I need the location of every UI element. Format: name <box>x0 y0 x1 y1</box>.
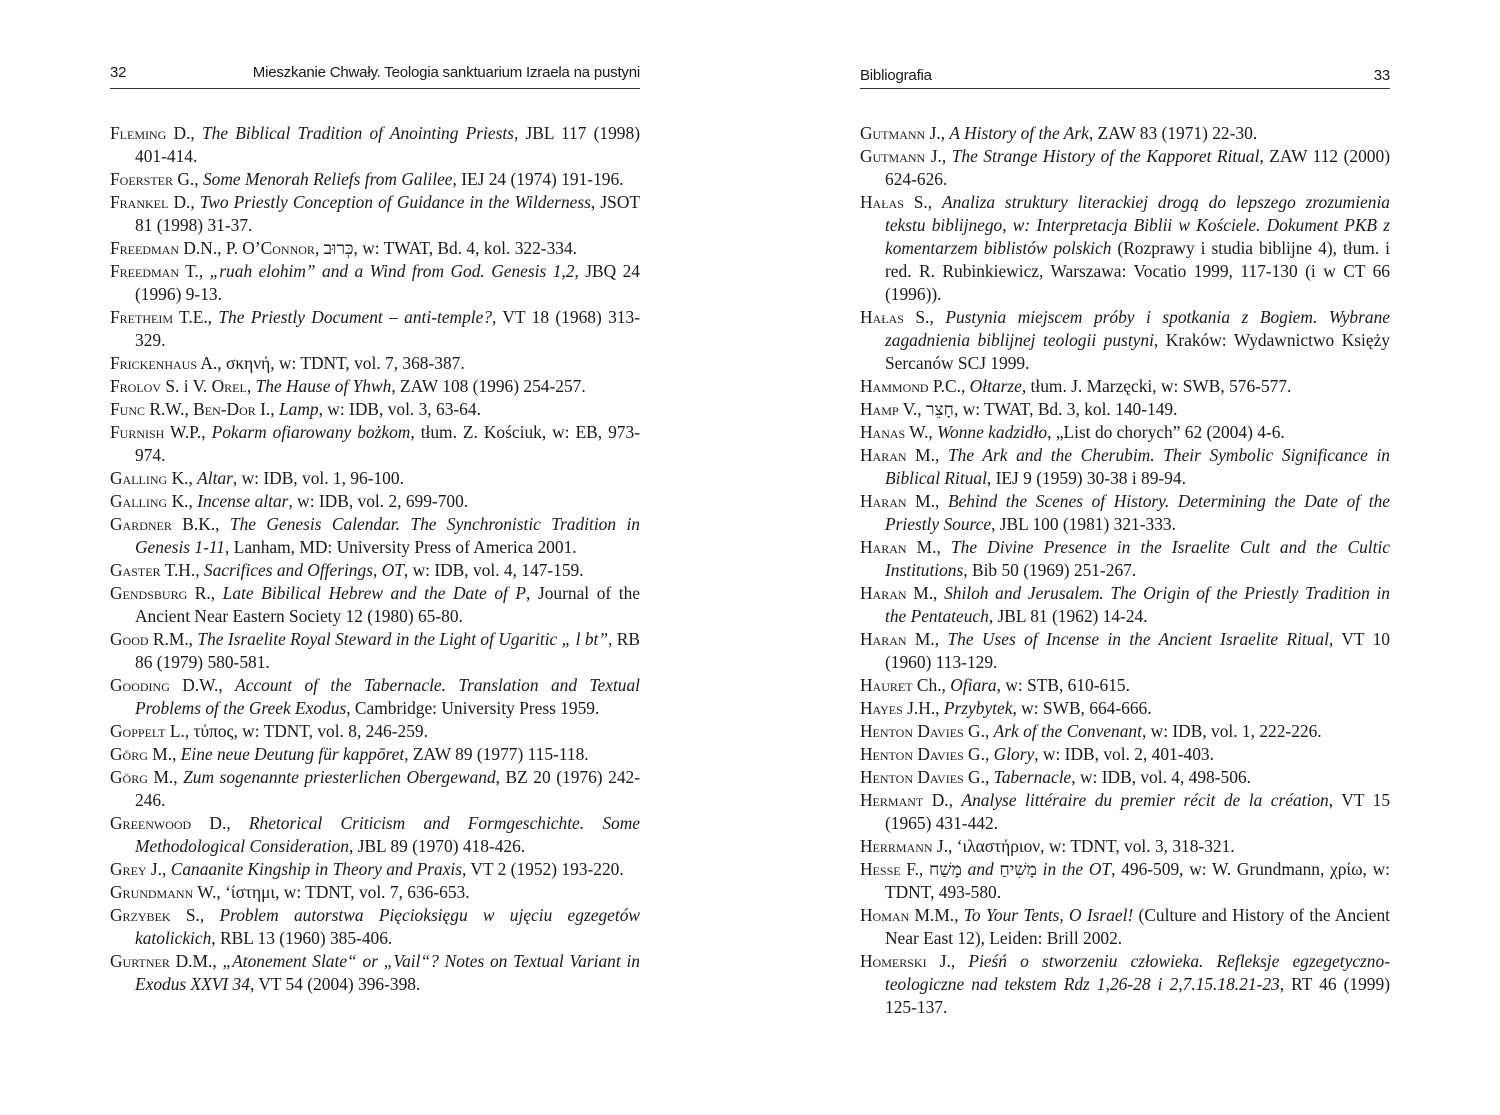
bibliography-entry <box>110 766 640 812</box>
entry-publication: , w: IDB, vol. 4, 498-506. <box>1071 767 1251 787</box>
entry-initials: M., <box>906 537 951 557</box>
left-page-header <box>110 62 640 89</box>
entry-publication: τύπος, w: TDNT, vol. 8, 246-259. <box>193 721 428 741</box>
entry-author: Henton Davies <box>860 721 964 741</box>
entry-initials: D., <box>166 123 202 143</box>
entry-hebrew-term: מָשִׁיחַ <box>999 859 1037 879</box>
entry-title: Glory <box>993 744 1035 764</box>
entry-initials: J.H., <box>902 698 944 718</box>
entry-author: Haran <box>860 537 907 557</box>
entry-author: Henton Davies <box>860 767 964 787</box>
entry-title: Incense altar <box>197 491 289 511</box>
entry-author: Hermant <box>860 790 924 810</box>
entry-author: Gendsburg <box>110 583 188 603</box>
entry-initials: J., <box>146 859 171 879</box>
entry-publication: , JSOT 81 (1998) 31-37. <box>135 192 640 235</box>
entry-author: Henton Davies <box>860 744 964 764</box>
entry-title: Account of the Tabernacle. Translation and Textual Problems of the Greek Exodus <box>135 675 640 718</box>
entry-title: The Divine Presence in the Israelite Cult and the Cultic Institutions <box>885 537 1390 580</box>
entry-title: Sacrifices and Offerings, OT <box>203 560 404 580</box>
entry-initials: S., <box>170 905 220 925</box>
entry-publication: , JBL 100 (1981) 321-333. <box>991 514 1176 534</box>
entry-publication: , VT 10 (1960) 113-129. <box>885 629 1390 672</box>
entry-initials: W.P., <box>164 422 212 442</box>
entry-initials: M.M., <box>909 905 964 925</box>
bibliography-list-left <box>110 122 640 996</box>
bibliography-entry <box>110 559 640 582</box>
bibliography-entry <box>860 950 1390 1019</box>
entry-publication: , Lanham, MD: University Press of America 2001. <box>225 537 577 557</box>
entry-initials: M., <box>906 629 948 649</box>
entry-publication: , Kraków: Wydawnictwo Księży Sercanów SCJ 1999. <box>885 330 1391 373</box>
entry-title: The Genesis Calendar. The Synchronistic Tradition in Genesis 1-11 <box>135 514 640 557</box>
entry-initials: J., <box>925 123 950 143</box>
entry-author: Connor <box>260 238 315 258</box>
entry-publication: , JBL 117 (1998) 401-414. <box>135 123 640 166</box>
entry-title: The Ark and the Cherubim. Their Symbolic Significance in Biblical Ritual <box>885 445 1390 488</box>
entry-author: Herrmann <box>860 836 933 856</box>
bibliography-entry <box>110 720 640 743</box>
entry-title: The Strange History of the Kapporet Ritual <box>951 146 1260 166</box>
entry-author: Hayes <box>860 698 903 718</box>
entry-initials: L., <box>165 721 194 741</box>
entry-author: Görg <box>110 744 148 764</box>
bibliography-entry <box>110 674 640 720</box>
entry-initials: R.M., <box>148 629 198 649</box>
entry-author: Freedman <box>110 238 180 258</box>
entry-title: in the OT <box>1036 859 1112 879</box>
entry-publication: , w: IDB, vol. 2, 401-403. <box>1034 744 1214 764</box>
entry-author: Fretheim <box>110 307 173 327</box>
entry-hebrew-term: כְּרוּב <box>323 238 354 258</box>
entry-publication: , w: IDB, vol. 2, 699-700. <box>288 491 469 511</box>
entry-title: The Biblical Tradition of Anointing Priests <box>201 123 514 143</box>
entry-title: Some Menorah Reliefs from Galilee <box>202 169 453 189</box>
bibliography-entry <box>110 904 640 950</box>
entry-author: Furnish <box>110 422 165 442</box>
entry-initials: J., <box>925 146 952 166</box>
entry-initials: T.E., <box>173 307 219 327</box>
bibliography-entry <box>860 536 1390 582</box>
entry-author: Hałas <box>860 307 904 327</box>
bibliography-entry <box>110 122 640 168</box>
bibliography-entry <box>860 720 1390 743</box>
entry-initials: D.W., <box>169 675 236 695</box>
entry-initials: M., <box>147 744 181 764</box>
entry-title: Tabernacle <box>993 767 1072 787</box>
entry-author: Gaster <box>110 560 161 580</box>
entry-author: Hanas <box>860 422 906 442</box>
entry-author: Haran <box>860 583 907 603</box>
bibliography-entry <box>110 260 640 306</box>
entry-hebrew-term: חָצֵר <box>925 399 954 419</box>
bibliography-entry <box>860 743 1390 766</box>
entry-title: A History of the Ark <box>949 123 1089 143</box>
entry-author: Frolov <box>110 376 162 396</box>
entry-initials: J., <box>932 836 957 856</box>
entry-title: „Atonement Slate“ or „Vail“? Notes on Textual Variant in Exodus XXVI 34 <box>135 951 640 994</box>
entry-publication: , RBL 13 (1960) 385-406. <box>211 928 393 948</box>
entry-title: To Your Tents, O Israel! <box>963 905 1134 925</box>
bibliography-entry <box>860 789 1390 835</box>
entry-publication: , JBL 81 (1962) 14-24. <box>988 606 1148 626</box>
entry-author: Grzybek <box>110 905 171 925</box>
entry-author: Good <box>110 629 149 649</box>
entry-initials: G., <box>963 744 994 764</box>
entry-initials: P.C., <box>928 376 970 396</box>
entry-publication: ‘ίστημι, w: TDNT, vol. 7, 636-653. <box>225 882 470 902</box>
entry-publication: , JBQ 24 (1996) 9-13. <box>135 261 640 304</box>
entry-author: Hammond <box>860 376 929 396</box>
bibliography-entry <box>860 628 1390 674</box>
bibliography-entry <box>110 306 640 352</box>
entry-publication: , VT 2 (1952) 193-220. <box>462 859 624 879</box>
entry-title: Behind the Scenes of History. Determining the Date of the Priestly Source <box>885 491 1391 534</box>
entry-title: Wonne kadzidło <box>937 422 1048 442</box>
entry-publication: , Journal of the Ancient Near Eastern Society 12 (1980) 65-80. <box>135 583 640 626</box>
running-title: Mieszkanie Chwały. Teologia sanktuarium Izraela na pustyni <box>252 64 640 81</box>
bibliography-entry <box>110 628 640 674</box>
entry-title: Shiloh and Jerusalem. The Origin of the Priestly Tradition in the Pentateuch <box>885 583 1391 626</box>
bibliography-entry <box>860 398 1390 421</box>
entry-title: Canaanite Kingship in Theory and Praxis <box>170 859 463 879</box>
entry-publication: , IEJ 24 (1974) 191-196. <box>452 169 624 189</box>
bibliography-entry <box>860 674 1390 697</box>
entry-publication: , JBL 89 (1970) 418-426. <box>349 836 526 856</box>
entry-initials: R., <box>187 583 223 603</box>
entry-publication: , w: IDB, vol. 3, 63-64. <box>318 399 481 419</box>
entry-author: Hauret <box>860 675 913 695</box>
bibliography-entry <box>110 352 640 375</box>
bibliography-entry <box>860 145 1390 191</box>
entry-initials: J., <box>926 951 969 971</box>
entry-author: Görg <box>110 767 148 787</box>
entry-title: Late Bibilical Hebrew and the Date of P <box>222 583 527 603</box>
entry-title: Ofiara <box>950 675 997 695</box>
bibliography-entry <box>110 513 640 559</box>
entry-publication: , VT 54 (2004) 396-398. <box>249 974 421 994</box>
entry-publication: (Culture and History of the Ancient Near East 12), Leiden: Brill 2002. <box>885 905 1390 948</box>
entry-title: Pieśń o stworzeniu człowieka. Refleksje egzegetyczno-teologiczne nad tekstem Rdz 1,26-28 i 2,7.15.18.21-23 <box>885 951 1390 994</box>
entry-title: Przybytek <box>943 698 1013 718</box>
entry-initials: K., <box>167 491 198 511</box>
entry-publication: , w: IDB, vol. 1, 96-100. <box>232 468 404 488</box>
entry-author: Freedman <box>110 261 180 281</box>
entry-author: Grundmann <box>110 882 194 902</box>
entry-initials: V., <box>898 399 926 419</box>
bibliography-entry <box>860 375 1390 398</box>
bibliography-list-right <box>860 122 1390 1019</box>
entry-author: Gutmann <box>860 146 926 166</box>
entry-author: Haran <box>860 629 907 649</box>
entry-title: Lamp <box>278 399 319 419</box>
entry-author: Homan <box>860 905 910 925</box>
entry-initials: S., <box>903 307 946 327</box>
entry-title: and <box>961 859 1000 879</box>
entry-title: Analiza struktury literackiej drogą do lepszego zrozumienia tekstu biblijnego, w: Interpretacja Biblii w Kościele. Dokument PKB z komentarzem biblistów polskich <box>885 192 1390 258</box>
left-page <box>110 0 640 1115</box>
entry-publication: , Bib 50 (1969) 251-267. <box>963 560 1137 580</box>
bibliography-entry <box>110 237 640 260</box>
entry-hebrew-term: מָשַׁח <box>929 859 962 879</box>
entry-publication: , ZAW 83 (1971) 22-30. <box>1088 123 1258 143</box>
entry-title: Ołtarze <box>969 376 1022 396</box>
entry-title: The Uses of Incense in the Ancient Israelite Ritual <box>947 629 1329 649</box>
entry-author: Func <box>110 399 146 419</box>
bibliography-entry <box>860 444 1390 490</box>
entry-initials: F., <box>900 859 929 879</box>
entry-author: Frankel <box>110 192 169 212</box>
entry-title: Ark of the Convenant <box>993 721 1142 741</box>
entry-author: Frickenhaus <box>110 353 198 373</box>
entry-author: Gutmann <box>860 123 926 143</box>
entry-initials: S. i V. <box>161 376 212 396</box>
entry-initials: W., <box>905 422 938 442</box>
bibliography-entry <box>110 743 640 766</box>
entry-title: Pokarm ofiarowany bożkom <box>211 422 411 442</box>
bibliography-entry <box>860 306 1390 375</box>
entry-initials: W., <box>193 882 226 902</box>
entry-publication: , „List do chorych” 62 (2004) 4-6. <box>1047 422 1285 442</box>
entry-publication: , tłum. Z. Kościuk, w: EB, 973-974. <box>135 422 640 465</box>
entry-publication: , RB 86 (1979) 580-581. <box>135 629 640 672</box>
entry-author: Grey <box>110 859 147 879</box>
entry-publication: , ZAW 112 (2000) 624-626. <box>885 146 1390 189</box>
entry-publication: , BZ 20 (1976) 242-246. <box>135 767 641 810</box>
entry-initials: G., <box>963 721 994 741</box>
entry-title: Altar <box>197 468 233 488</box>
right-page <box>860 0 1390 1115</box>
bibliography-entry <box>860 904 1390 950</box>
entry-publication: , ZAW 108 (1996) 254-257. <box>391 376 586 396</box>
entry-title: Zum sogenannte priesterlichen Obergewand <box>183 767 496 787</box>
bibliography-entry <box>110 858 640 881</box>
entry-author: Hesse <box>860 859 901 879</box>
page-number: 32 <box>110 64 127 81</box>
entry-publication: σκηνή, w: TDNT, vol. 7, 368-387. <box>226 353 465 373</box>
bibliography-entry <box>110 168 640 191</box>
entry-initials: M., <box>906 445 948 465</box>
entry-publication: , VT 15 (1965) 431-442. <box>885 790 1391 833</box>
entry-publication: , tłum. J. Marzęcki, w: SWB, 576-577. <box>1021 376 1292 396</box>
entry-author: Hałas <box>860 192 904 212</box>
entry-author: Foerster <box>110 169 174 189</box>
entry-initials: M., <box>906 491 948 511</box>
entry-publication: , w: TWAT, Bd. 3, kol. 140-149. <box>953 399 1178 419</box>
entry-publication: , w: STB, 610-615. <box>996 675 1130 695</box>
entry-publication: , VT 18 (1968) 313-329. <box>135 307 640 350</box>
entry-author: Galling <box>110 491 168 511</box>
entry-title: Problem autorstwa Pięcioksięgu w ujęciu egzegetów katolickich <box>135 905 640 948</box>
bibliography-entry <box>860 191 1390 306</box>
entry-author: Haran <box>860 445 907 465</box>
entry-initials: D., <box>191 813 249 833</box>
running-title: Bibliografia <box>860 67 932 84</box>
entry-author: Homerski <box>860 951 927 971</box>
bibliography-entry <box>860 835 1390 858</box>
bibliography-entry <box>110 421 640 467</box>
entry-title: Analyse littéraire du premier récit de la création <box>961 790 1329 810</box>
entry-initials: S., <box>903 192 942 212</box>
entry-title: The Hause of Yhwh <box>255 376 392 396</box>
bibliography-entry <box>860 421 1390 444</box>
entry-author: Haran <box>860 491 907 511</box>
entry-title: Pustynia miejscem próby i spotkania z Bogiem. Wybrane zagadnienia biblijnej teologii pustyni <box>885 307 1391 350</box>
entry-author: Galling <box>110 468 168 488</box>
entry-initials: A., <box>197 353 227 373</box>
bibliography-entry <box>860 490 1390 536</box>
entry-initials: , <box>246 376 256 396</box>
entry-publication: , ZAW 89 (1977) 115-118. <box>404 744 589 764</box>
entry-author: Greenwood <box>110 813 192 833</box>
entry-initials: D., <box>923 790 962 810</box>
entry-initials: Ch., <box>912 675 951 695</box>
entry-title: Rhetorical Criticism and Formgeschichte. Some Methodological Consideration <box>135 813 640 856</box>
entry-initials: , <box>314 238 324 258</box>
entry-initials: T.H., <box>160 560 204 580</box>
entry-author: Fleming <box>110 123 167 143</box>
entry-initials: D., <box>168 192 200 212</box>
entry-publication: (Rozprawy i studia biblijne 4), tłum. i red. R. Rubinkiewicz, Warszawa: Vocatio 1999, 117-130 (i w CT 66 (1996)). <box>885 238 1390 304</box>
entry-initials: R.W., <box>145 399 194 419</box>
entry-publication: , w: TWAT, Bd. 4, kol. 322-334. <box>353 238 578 258</box>
entry-initials: G., <box>173 169 203 189</box>
entry-author: Gardner <box>110 514 172 534</box>
bibliography-entry <box>860 122 1390 145</box>
entry-publication: , RT 46 (1999) 125-137. <box>885 974 1390 1017</box>
entry-author: Goppelt <box>110 721 166 741</box>
entry-author: Gurtner <box>110 951 170 971</box>
entry-initials: D.N., P. O’ <box>179 238 261 258</box>
bibliography-entry <box>860 766 1390 789</box>
entry-publication: , w: SWB, 664-666. <box>1012 698 1152 718</box>
entry-initials: I., <box>255 399 279 419</box>
entry-publication: , 496-509, w: W. Grundmann, χρίω, w: TDNT, 493-580. <box>885 859 1391 902</box>
bibliography-entry <box>860 858 1390 904</box>
entry-author: Orel <box>211 376 247 396</box>
bibliography-entry <box>110 490 640 513</box>
right-page-header <box>860 62 1390 89</box>
bibliography-entry <box>860 582 1390 628</box>
bibliography-entry <box>860 697 1390 720</box>
entry-author: Ben-Dor <box>193 399 256 419</box>
entry-title: Eine neue Deutung für kappōret <box>180 744 405 764</box>
entry-author: Gooding <box>110 675 170 695</box>
bibliography-entry <box>110 950 640 996</box>
bibliography-entry <box>110 812 640 858</box>
page-number: 33 <box>1373 67 1390 84</box>
entry-publication: , w: IDB, vol. 1, 222-226. <box>1141 721 1322 741</box>
entry-title: „ruah elohim” and a Wind from God. Genesis 1,2 <box>209 261 575 281</box>
entry-title: The Israelite Royal Steward in the Light of Ugaritic „ l bt” <box>197 629 609 649</box>
entry-initials: M., <box>906 583 945 603</box>
entry-initials: K., <box>167 468 198 488</box>
entry-initials: D.M., <box>169 951 223 971</box>
bibliography-entry <box>110 881 640 904</box>
bibliography-entry <box>110 375 640 398</box>
bibliography-entry <box>110 191 640 237</box>
bibliography-entry <box>110 467 640 490</box>
entry-initials: M., <box>147 767 184 787</box>
entry-initials: T., <box>179 261 210 281</box>
entry-initials: G., <box>963 767 994 787</box>
bibliography-entry <box>110 582 640 628</box>
entry-publication: , IEJ 9 (1959) 30-38 i 89-94. <box>986 468 1186 488</box>
entry-initials: B.K., <box>171 514 230 534</box>
entry-author: Hamp <box>860 399 899 419</box>
bibliography-entry <box>110 398 640 421</box>
entry-title: Two Priestly Conception of Guidance in the Wilderness <box>199 192 591 212</box>
entry-title: The Priestly Document – anti-temple? <box>218 307 493 327</box>
entry-publication: ‘ιλαστήριον, w: TDNT, vol. 3, 318-321. <box>956 836 1235 856</box>
entry-publication: , Cambridge: University Press 1959. <box>346 698 600 718</box>
entry-publication: , w: IDB, vol. 4, 147-159. <box>403 560 584 580</box>
